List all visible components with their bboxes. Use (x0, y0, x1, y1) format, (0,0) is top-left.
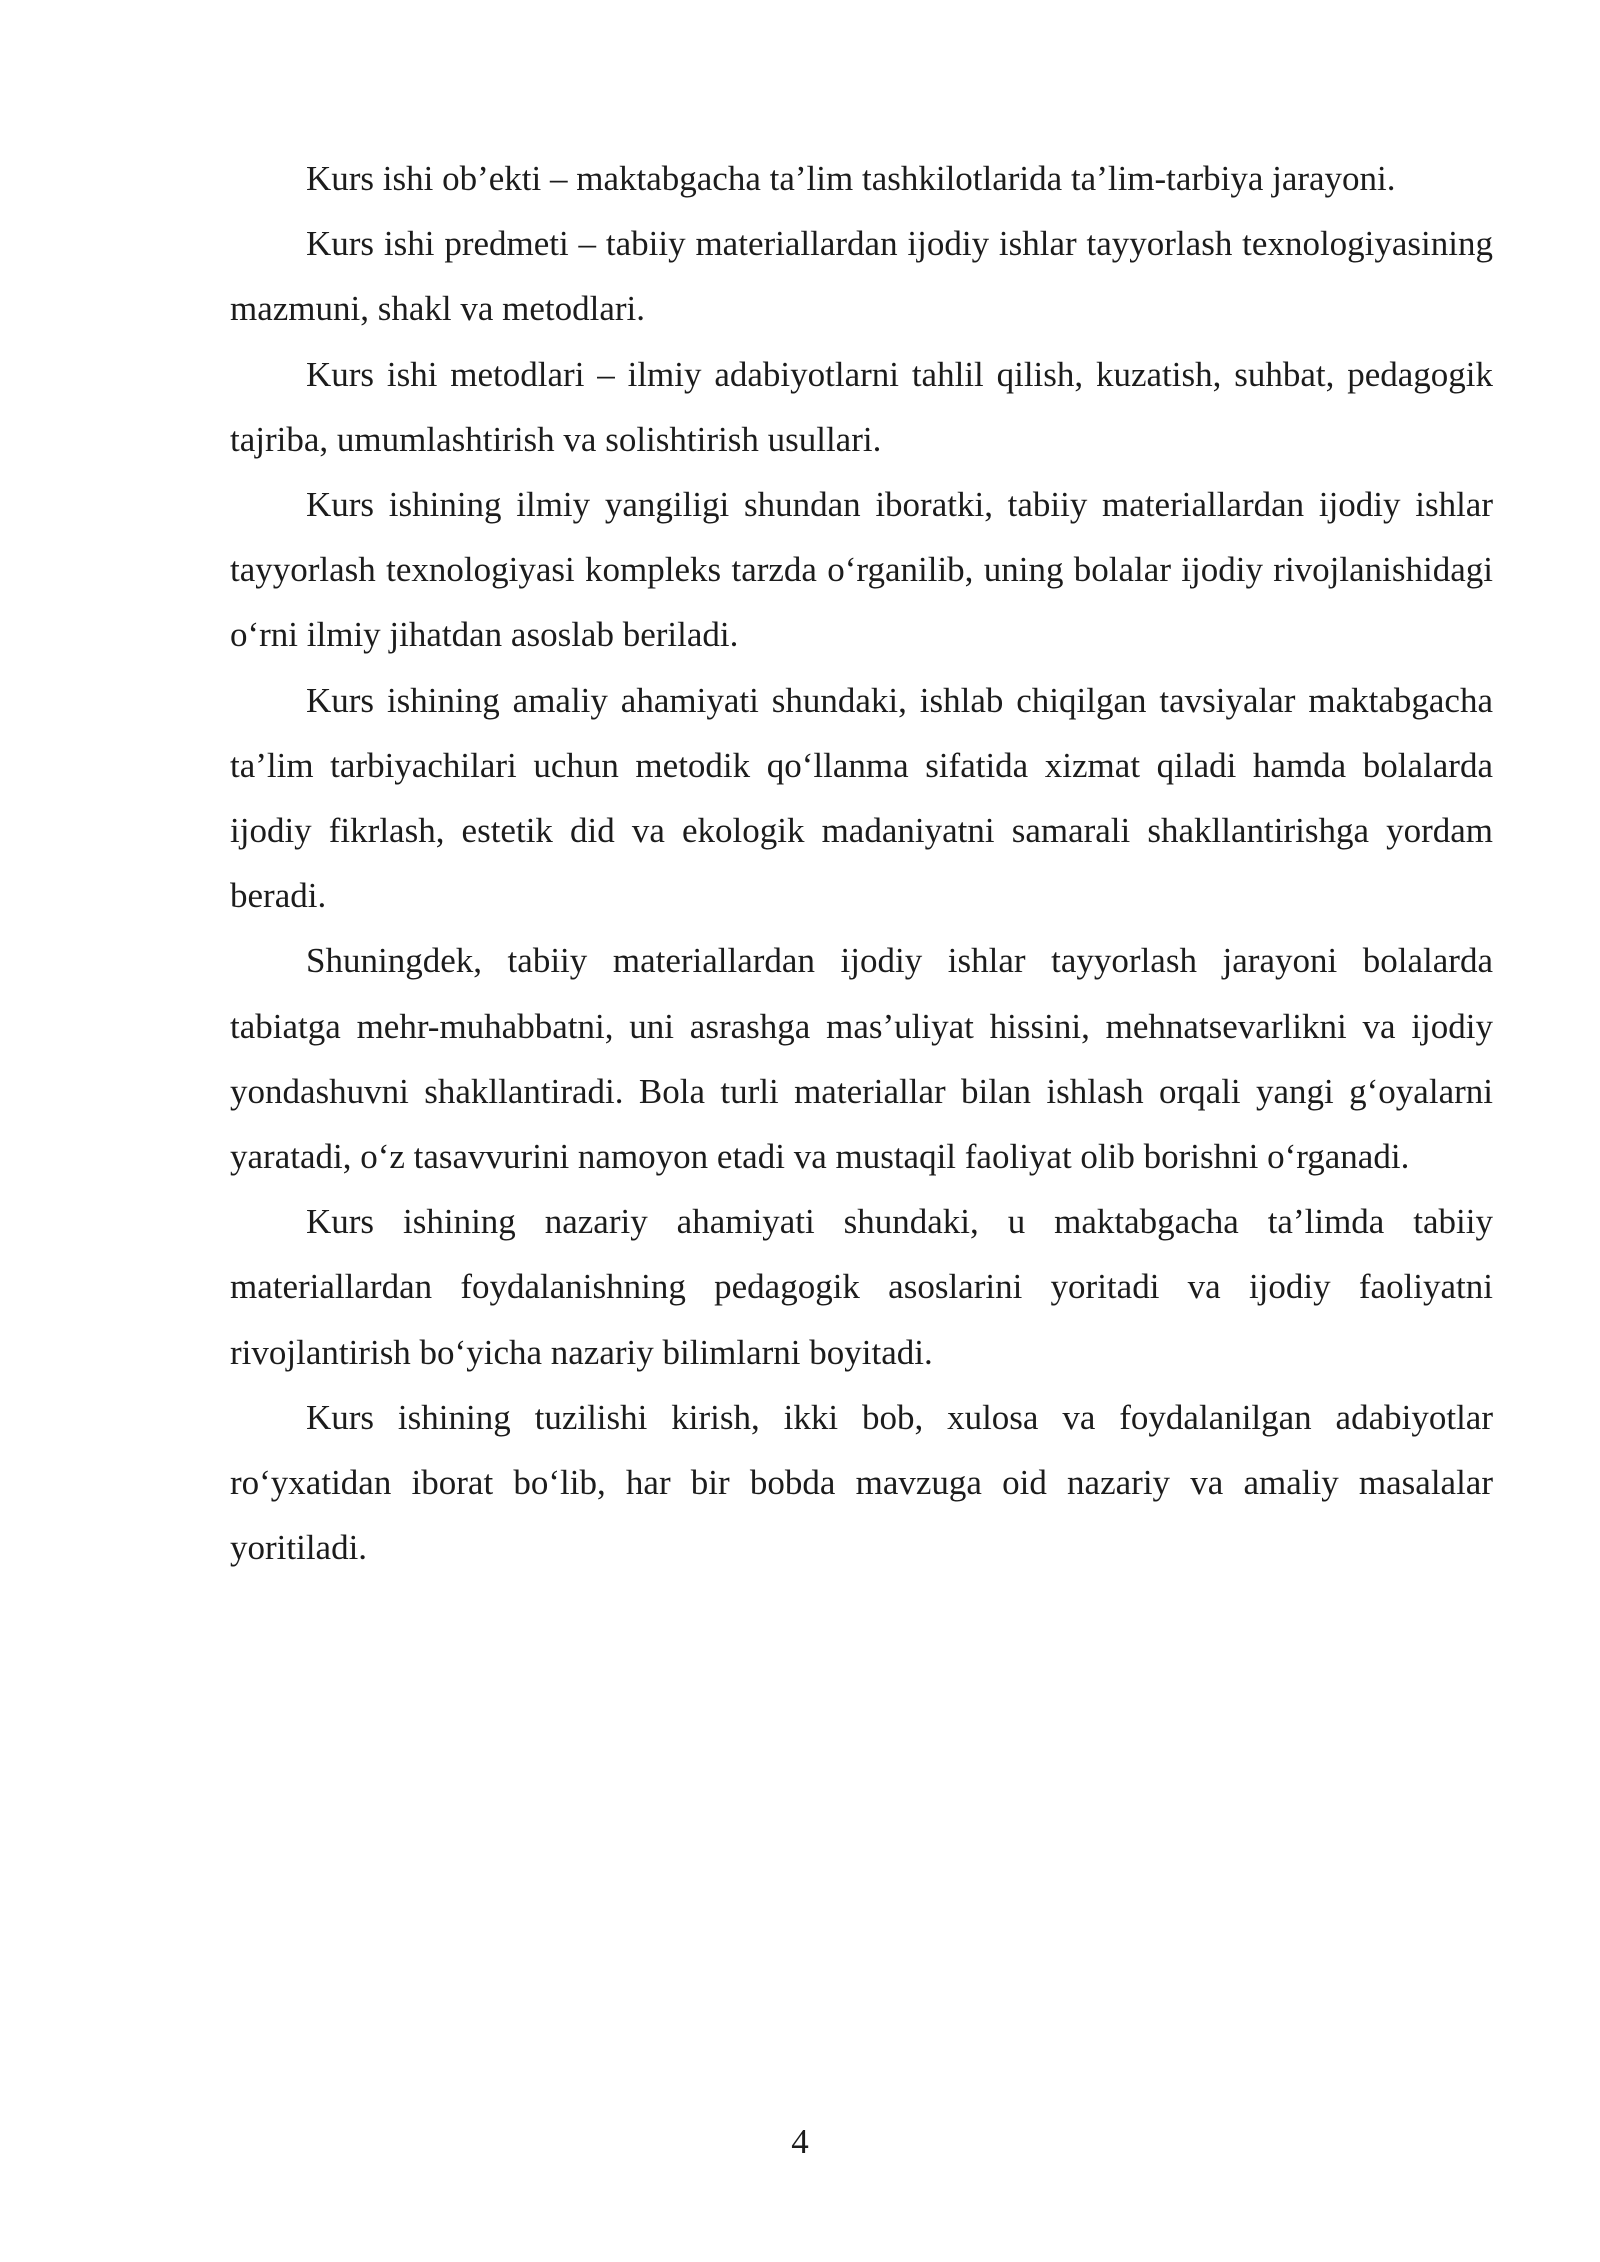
page-body (230, 146, 1493, 1580)
page-number: 4 (791, 2122, 809, 2161)
paragraph-object: Kurs ishi ob’ekti – maktabgacha ta’lim tashkilotlarida ta’lim-tarbiya jarayoni. (306, 159, 1396, 198)
paragraph-subject: Kurs ishi predmeti – tabiiy materiallardan ijodiy ishlar tayyorlash texnologiyasining mazmuni, shakl va metodlari. (230, 224, 1493, 329)
paragraph-theoretical-significance: Kurs ishining nazariy ahamiyati shundaki, u maktabgacha ta’limda tabiiy materiallardan foydalanishning pedagogik asoslarini yoritadi va ijodiy faoliyatni rivojlantirish bo‘yicha nazariy bilimlarni boyitadi. (230, 1202, 1493, 1372)
paragraph-methods: Kurs ishi metodlari – ilmiy adabiyotlarni tahlil qilish, kuzatish, suhbat, pedagogik tajriba, umumlashtirish va solishtirish usullari. (230, 354, 1493, 459)
paragraph-structure: Kurs ishining tuzilishi kirish, ikki bob, xulosa va foydalanilgan adabiyotlar ro‘yxatidan iborat bo‘lib, har bir bobda mavzuga oid nazariy va amaliy masalalar yoritiladi. (230, 1397, 1493, 1568)
paragraph-additional: Shuningdek, tabiiy materiallardan ijodiy ishlar tayyorlash jarayoni bolalarda tabiatga mehr-muhabbatni, uni asrashga mas’uliyat hissini, mehnatsevarlikni va ijodiy yondashuvni shakllantiradi. Bola turli materiallar bilan ishlash orqali yangi g‘oyalarni yaratadi, o‘z tasavvurini namoyon etadi va mustaqil faoliyat olib borishni o‘rganadi. (230, 941, 1493, 1177)
paragraph-novelty: Kurs ishining ilmiy yangiligi shundan iboratki, tabiiy materiallardan ijodiy ishlar tayyorlash texnologiyasi kompleks tarzda o‘rganilib, uning bolalar ijodiy rivojlanishidagi o‘rni ilmiy jihatdan asoslab beriladi. (230, 485, 1493, 655)
paragraph-practical-significance: Kurs ishining amaliy ahamiyati shundaki, ishlab chiqilgan tavsiyalar maktabgacha ta’lim tarbiyachilari uchun metodik qo‘llanma sifatida xizmat qiladi hamda bolalarda ijodiy fikrlash, estetik did va ekologik madaniyatni samarali shakllantirishga yordam beradi. (230, 680, 1493, 916)
